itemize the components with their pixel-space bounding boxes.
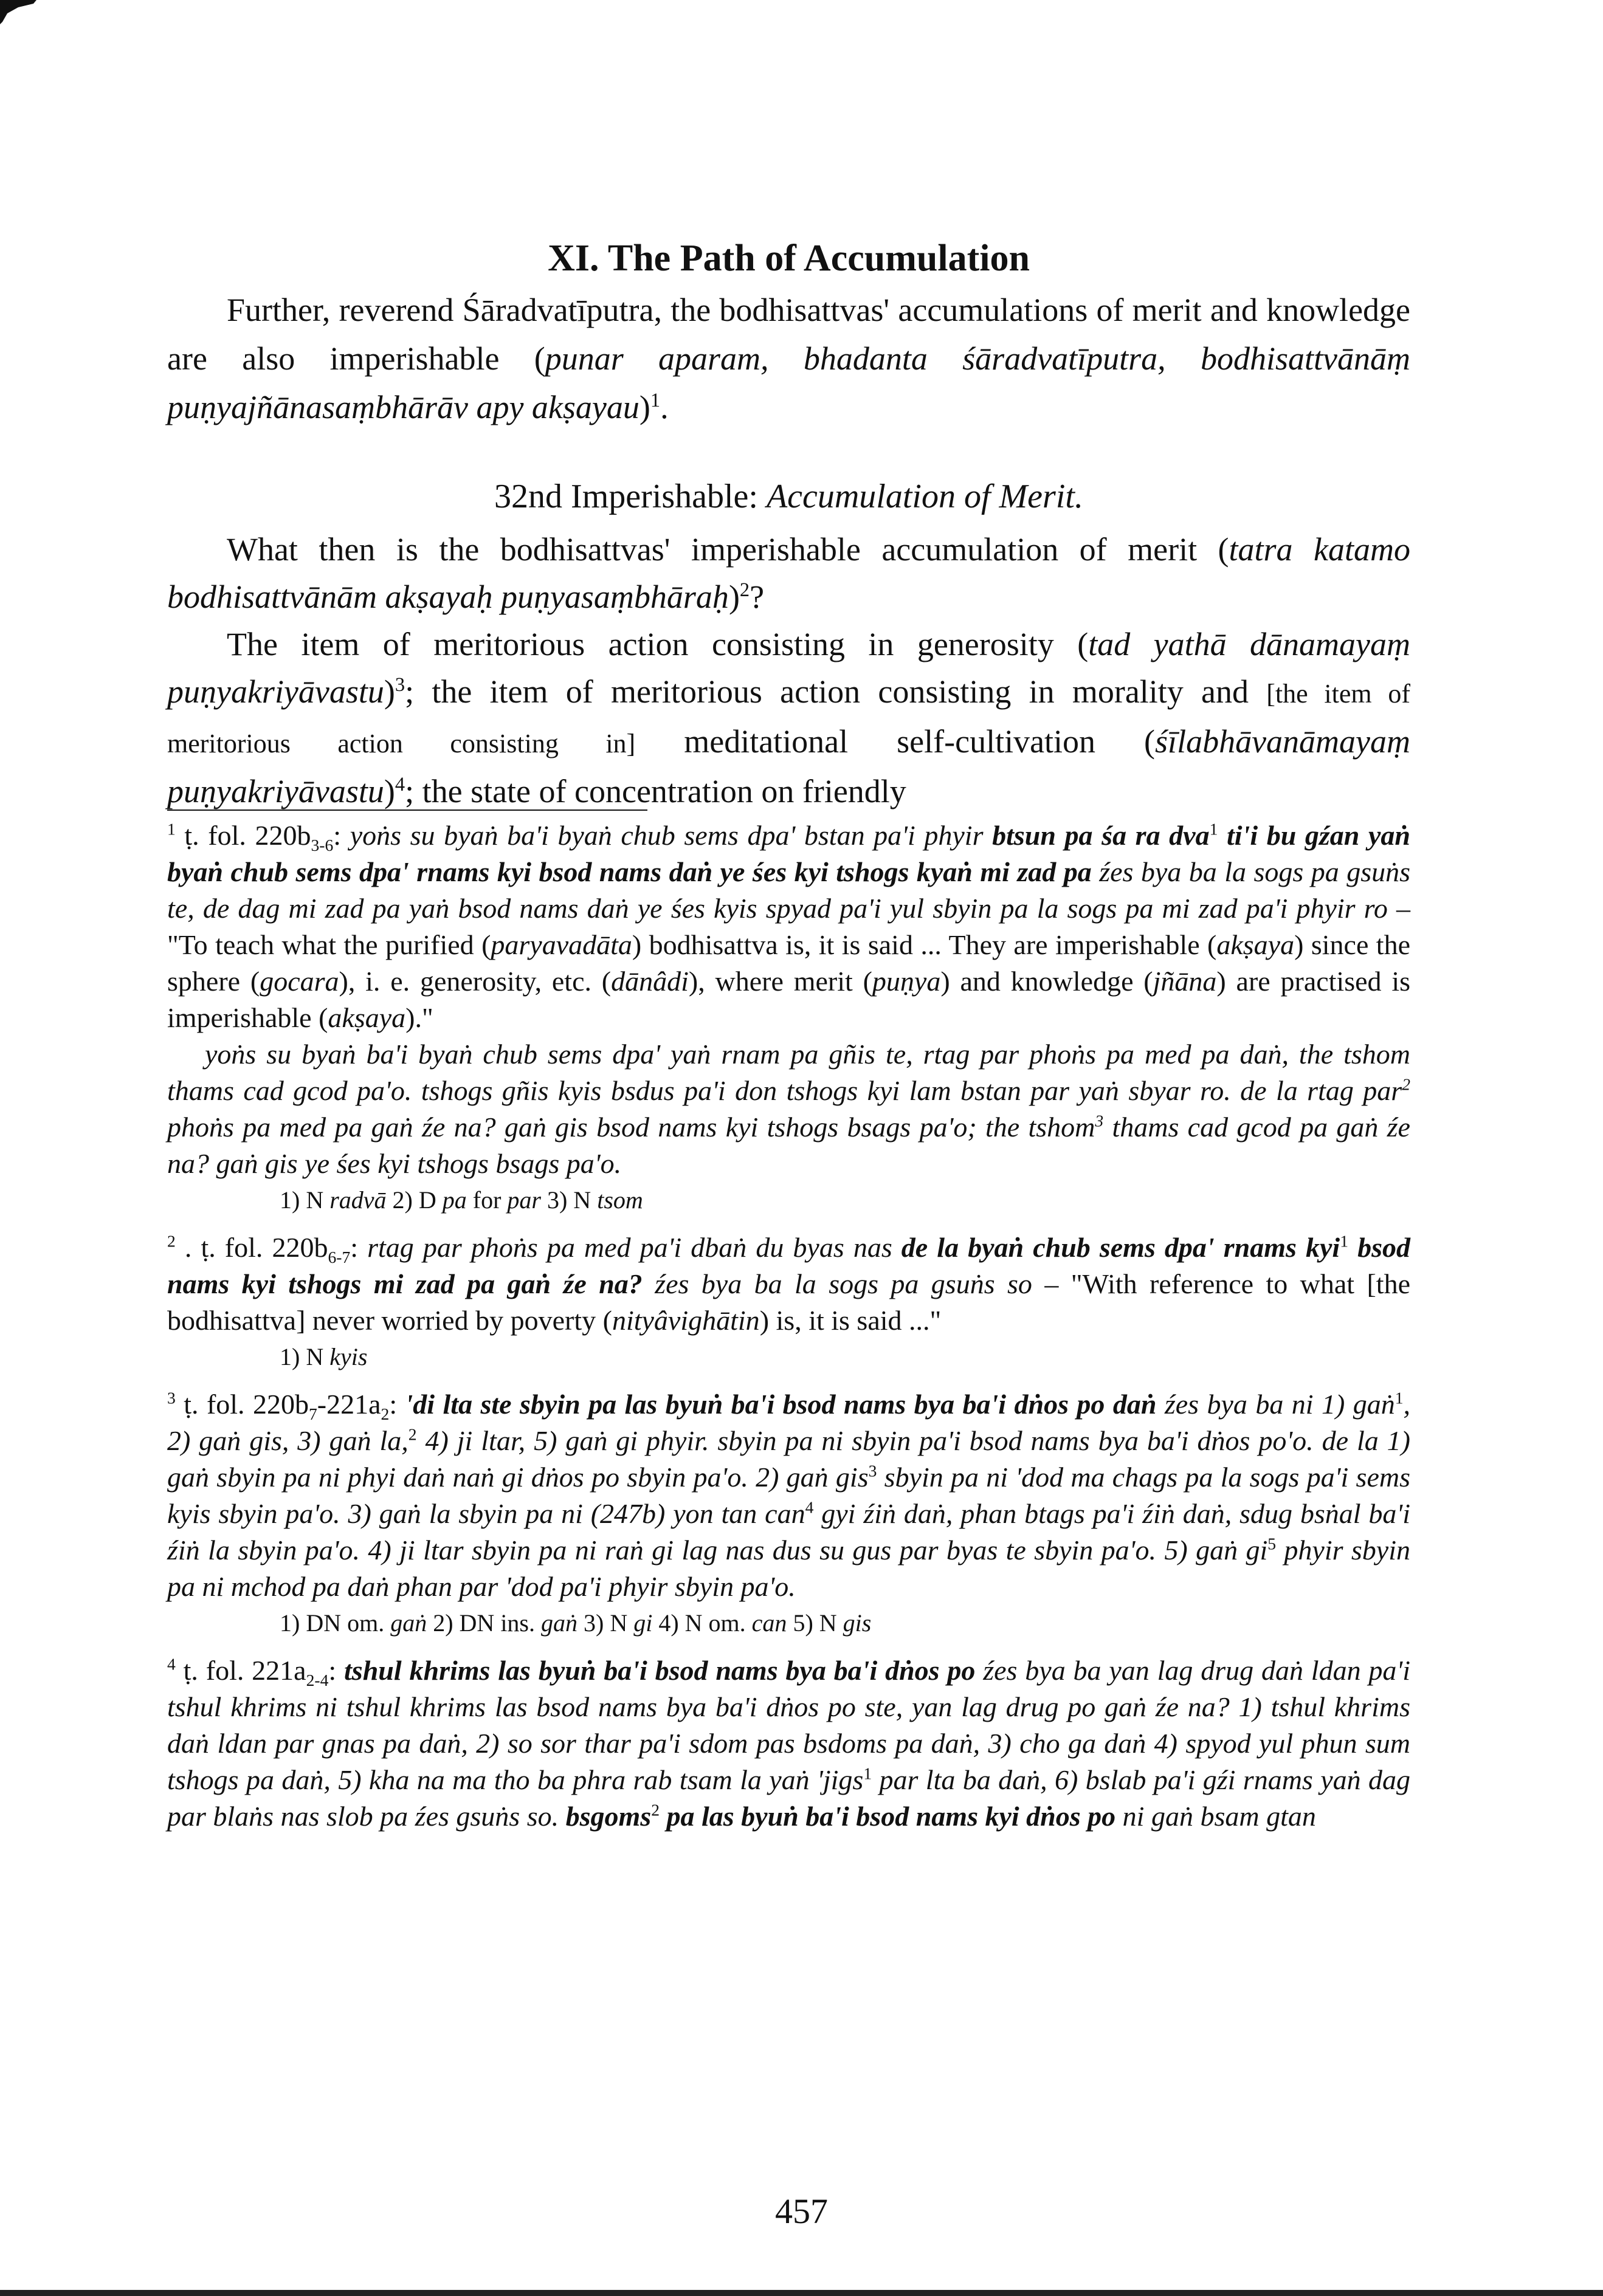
footnote-4: $^4$ ṭ. fol. $221a_{2-4}$: tshul khrims las byuṅ ba'i bsod nams bya ba'i dṅos po źes bya ba yan lag drug daṅ ldan pa'i tshul khrims ni tshul khrims las bsod nams bya ba'i dṅos po ste, yan lag drug po gaṅ źe na? 1) tshul khrims daṅ ldan par gnas pa daṅ, 2) so sor thar pa'i sdom pas bsdoms pa daṅ, 3) cho ga daṅ 4) spyod yul phun sum tshogs pa daṅ, 5) kha na ma tho ba phra rab tsam la yaṅ 'jigs$^1$ par lta ba daṅ, 6) bslab pa'i gźi rnams yaṅ dag par blaṅs nas slob pa źes gsuṅs so. bsgoms$^2$ pa las byuṅ ba'i bsod nams kyi dṅos po ni gaṅ bsam gtan	[167, 1654, 1411, 1832]
intro-text: Further, reverend Śāradvatīputra, the bodhisattvas' accumulations of merit and knowledge are also imperishable (punar aparam, bhadanta śāradvatīputra, bodhisattvānāṃ puṇyajñānasaṃbhārāv apy akṣayau)$^1$.	[167, 292, 1410, 425]
footnote-ref-1: 1	[650, 390, 661, 411]
footnotes	[167, 817, 1410, 1835]
footnote-ref-2: 2	[739, 579, 750, 601]
footnote-3: $^3$ ṭ. fol. $220b_7-221a_2$: 'di lta ste sbyin pa las byuṅ ba'i bsod nams bya ba'i dṅos po daṅ źes bya ba ni 1) gaṅ$^1$, 2) gaṅ gis, 3) gaṅ la,$^2$ 4) ji ltar, 5) gaṅ gi phyir. sbyin pa ni sbyin pa'i bsod nams bya ba'i dṅos po'o. de la 1) gaṅ sbyin pa ni phyi daṅ naṅ gi dṅos po sbyin pa'o. 2) gaṅ gis$^3$ sbyin pa ni 'dod ma chags pa la sogs pa'i sems kyis sbyin pa'o. 3) gaṅ la sbyin pa ni (247b) yon tan can$^4$ gyi źiṅ daṅ, phan btags pa'i źiṅ daṅ, sdug bsṅal ba'i źiṅ la sbyin pa'o. 4) ji ltar sbyin pa ni raṅ gi lag nas dus su gus par byas te sbyin pa'o. 5) gaṅ $gi^5$ phyir sbyin pa ni mchod pa daṅ phan par 'dod pa'i phyir sbyin pa'o. 1) DN om. gaṅ 2) DN ins. gaṅ 3) N gi 4) N om. can 5) N gis	[167, 1386, 1410, 1641]
paragraph-1: What then is the bodhisattvas' imperishable accumulation of merit (tatra katamo bodhisattvānām akṣayaḥ puṇyasaṃbhāraḥ)$^2$?	[167, 531, 1410, 615]
intro-paragraph	[167, 286, 1410, 431]
footnote-rule	[167, 809, 647, 811]
chapter-heading: XI. The Path of Accumulation	[548, 238, 1030, 279]
main-text	[167, 526, 1410, 815]
section-subheading: 32nd Imperishable: Accumulation of Merit.	[494, 478, 1083, 515]
scan-corner-mark	[0, 0, 36, 24]
page-number: 457	[775, 2191, 828, 2231]
paragraph-2: The item of meritorious action consisting in generosity (tad yathā dānamayaṃ puṇyakriyāvastu)$^3$; the item of meritorious action consisting in morality and [the item of meritorious action consisting in] meditational self-cultivation (śīlabhāvanāmayaṃ puṇyakriyāvastu)$^4$; the state of concentration on friendly	[167, 626, 1411, 809]
variant-readings-2: 1) N kyis	[280, 1343, 368, 1370]
footnote-ref-3: 3	[395, 674, 405, 696]
variant-readings-3: 1) DN om. gaṅ 2) DN ins. gaṅ 3) N gi 4) N om. can 5) N gis	[280, 1609, 872, 1637]
footnote-2: $^2$ . ṭ. fol. $220b_{6-7}$: rtag par phoṅs pa med pa'i dbaṅ du byas nas de la byaṅ chub sems dpa' rnams kyi$^1$ bsod nams kyi tshogs mi zad pa gaṅ źe na? źes bya ba la sogs pa gsuṅs so – "With reference to what [the bodhisattva] never worried by poverty (nityâvighātin) is, it is said ..." 1) N kyis	[167, 1229, 1410, 1375]
footnote-ref-4: 4	[395, 774, 405, 796]
footnote-1: $^1$ ṭ. fol. $220b_{3-6}$: yoṅs su byaṅ ba'i byaṅ chub sems dpa' bstan pa'i phyir btsun pa śa ra dva$^1$ ti'i bu gźan yaṅ byaṅ chub sems dpa' rnams kyi bsod nams daṅ ye śes kyi tshogs kyaṅ mi zad pa źes bya ba la sogs pa gsuṅs te, de dag mi zad pa yaṅ bsod nams daṅ ye śes kyis spyad pa'i yul sbyin pa la sogs pa mi zad pa'i phyir ro – "To teach what the purified (paryavadāta) bodhisattva is, it is said ... They are imperishable (akṣaya) since the sphere (gocara), i. e. generosity, etc. (dānâdi), where merit (puṇya) and knowledge (jñāna) are practised is imperishable (akṣaya)." yoṅs su byaṅ ba'i byaṅ chub sems dpa' yaṅ rnam pa gñis te, rtag par phoṅs pa med pa daṅ, the tshom thams cad gcod pa'o. tshogs gñis kyis bsdus pa'i don tshogs kyi lam bstan par yaṅ sbyar ro. de la rtag par$^2$ phoṅs pa med pa gaṅ źe na? gaṅ gis bsod nams kyi tshogs bsags pa'o; the tshom$^3$ thams cad gcod pa gaṅ źe na? gaṅ gis ye śes kyi tshogs bsags pa'o. 1) N radvā 2) D pa for par 3) N tsom	[167, 817, 1410, 1218]
variant-readings-1: 1) N radvā 2) D pa for par 3) N tsom	[280, 1186, 643, 1214]
scan-bottom-edge	[0, 2290, 1603, 2296]
